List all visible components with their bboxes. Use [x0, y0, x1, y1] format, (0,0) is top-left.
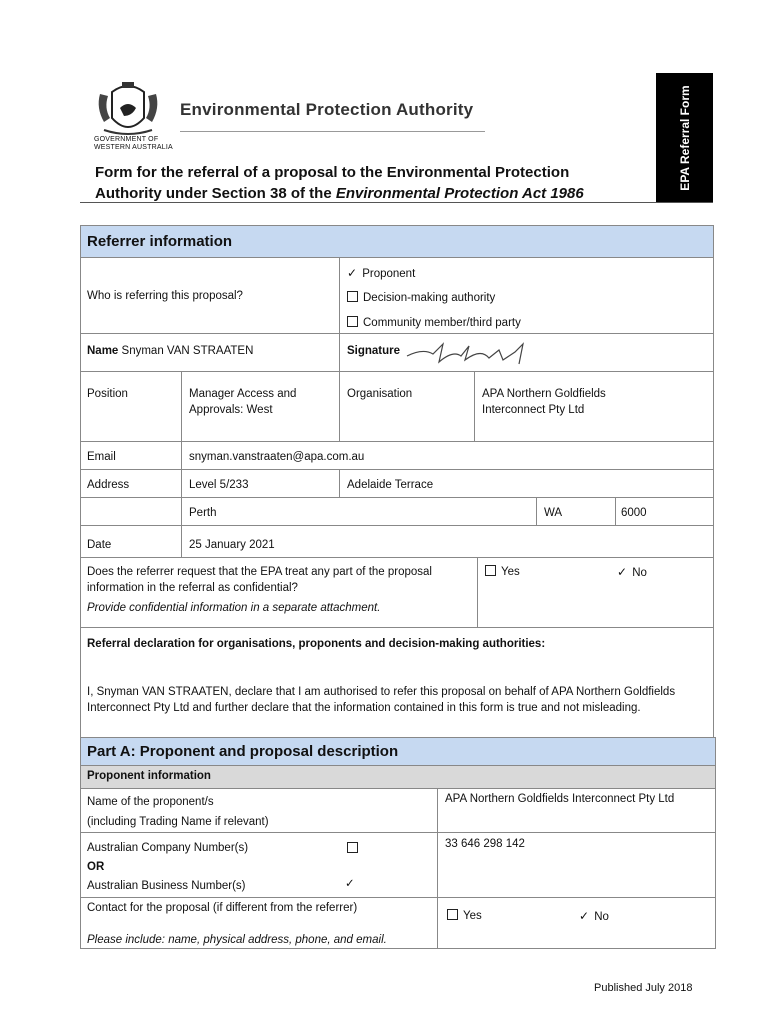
contact-no-option[interactable]: ✓ No: [579, 909, 609, 923]
proponent-name-sublabel: (including Trading Name if relevant): [87, 816, 269, 828]
signature-label: Signature: [347, 345, 401, 357]
contact-note: Please include: name, physical address, phone, and email.: [87, 934, 387, 946]
confidential-note: Provide confidential information in a separate attachment.: [87, 602, 381, 614]
proponent-name-label: Name of the proponent/s: [87, 796, 214, 808]
contact-yes-option[interactable]: Yes: [447, 908, 482, 924]
government-label: GOVERNMENT OF WESTERN AUSTRALIA: [94, 136, 173, 151]
confidential-yes-option[interactable]: Yes: [485, 564, 520, 580]
who-question: Who is referring this proposal?: [87, 290, 243, 302]
postcode-value: 6000: [621, 507, 647, 519]
declaration-text: I, Snyman VAN STRAATEN, declare that I am authorised to refer this proposal on behalf of APA Northern Goldfields Interconnect Pty Ltd and further declare that the information contained in this form is true and not misleading.: [87, 686, 676, 714]
acn-checkbox[interactable]: [347, 842, 358, 853]
city-value: Perth: [189, 507, 217, 519]
confidential-no-option[interactable]: ✓ No: [617, 565, 647, 579]
checkbox-icon: [485, 565, 496, 576]
position-label: Position: [87, 388, 128, 400]
option-proponent[interactable]: ✓ Proponent: [347, 266, 416, 280]
part-a-table: [80, 737, 716, 949]
proponent-name-value: APA Northern Goldfields Interconnect Pty Ltd: [445, 793, 675, 805]
organisation-value: APA Northern Goldfields Interconnect Pty Ltd: [482, 388, 606, 416]
referrer-section-header: Referrer information: [81, 225, 713, 258]
name-field: Name Snyman VAN STRAATEN: [87, 345, 254, 357]
address-street: Adelaide Terrace: [347, 479, 434, 491]
abn-label: Australian Business Number(s): [87, 880, 246, 892]
email-value: snyman.vanstraaten@apa.com.au: [189, 451, 365, 463]
form-title: Form for the referral of a proposal to the Environmental Protection Authority under Section 38 of the Environmental Protection Act 1986: [95, 164, 584, 202]
wa-crest-logo: [92, 78, 164, 142]
title-divider: [80, 202, 713, 203]
organisation-label: Organisation: [347, 388, 413, 400]
part-a-section-header: Part A: Proponent and proposal description: [81, 737, 715, 766]
contact-label: Contact for the proposal (if different from the referrer): [87, 902, 358, 914]
proponent-info-subheader: Proponent information: [81, 765, 715, 789]
option-community-member[interactable]: Community member/third party: [347, 315, 521, 331]
address-line1: Level 5/233: [189, 479, 249, 491]
referrer-table: [80, 225, 714, 737]
checkbox-icon: [447, 909, 458, 920]
authority-name: Environmental Protection Authority: [180, 100, 474, 119]
state-value: WA: [544, 507, 563, 519]
abn-checkmark-icon[interactable]: ✓: [345, 878, 355, 890]
acn-label: Australian Company Number(s): [87, 842, 249, 854]
date-label: Date: [87, 539, 112, 551]
option-decision-making-authority[interactable]: Decision-making authority: [347, 290, 495, 306]
position-value: Manager Access and Approvals: West: [189, 388, 297, 416]
email-label: Email: [87, 451, 116, 463]
signature-image: [403, 338, 533, 368]
header-divider: [180, 131, 485, 132]
checkmark-icon: ✓: [347, 266, 358, 280]
checkbox-icon: [347, 291, 358, 302]
confidential-question: Does the referrer request that the EPA treat any part of the proposal information in the referral as confidential?: [87, 566, 432, 594]
published-date: Published July 2018: [594, 982, 693, 994]
checkmark-icon: ✓: [617, 565, 628, 579]
or-label: OR: [87, 861, 105, 873]
date-value: 25 January 2021: [189, 539, 275, 551]
checkbox-icon: [347, 316, 358, 327]
checkmark-icon: ✓: [579, 909, 590, 923]
declaration-title: Referral declaration for organisations, proponents and decision-making authorities:: [87, 638, 546, 650]
abn-value: 33 646 298 142: [445, 838, 525, 850]
epa-referral-form-tab: EPA Referral Form: [656, 73, 713, 203]
address-label: Address: [87, 479, 130, 491]
